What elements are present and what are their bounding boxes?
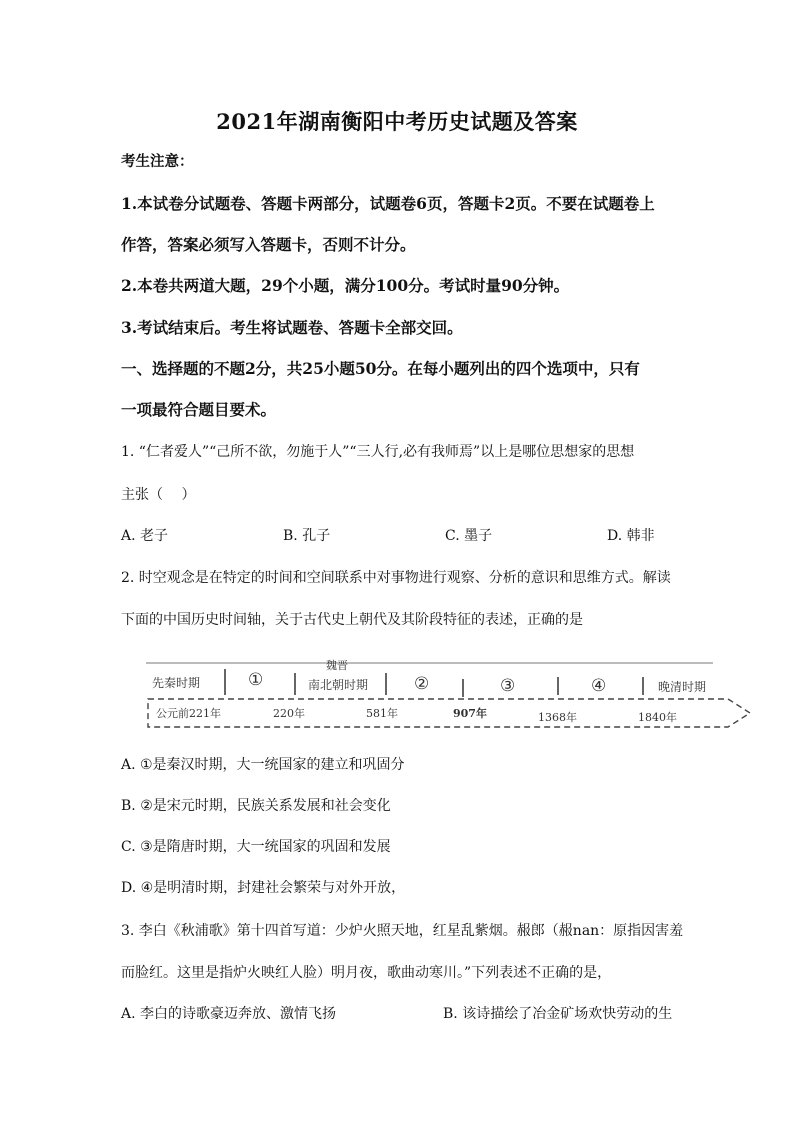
timeline-svg [138,655,758,737]
q1-option-b: B. 孔子 [283,528,331,544]
notice-item-3: 3.考试结束后。考生将试题卷、答题卡全部交回。 [121,318,463,337]
q2-option-b: B. ②是宋元时期，民族关系发展和社会变化 [121,798,391,814]
notice-heading: 考生注意： [121,153,194,170]
date-label: 907年 [453,707,487,720]
q2-stem-cont: 下面的中国历史时间轴，关于古代史上朝代及其阶段特征的表述，正确的是 [121,612,583,628]
q1-stem-cont: 主张（ ） [121,487,196,503]
notice-item-2: 2.本卷共两道大题，29个小题，满分100分。考试时量90分钟。 [121,276,570,295]
period-label: ① [248,670,264,690]
q1-option-a: A. 老子 [121,528,169,544]
period-label: 魏晋 [326,659,348,672]
q3-stem-cont: 而脸红。这里是指炉火映红人脸）明月夜，歌曲动寒川。”下列表述不正确的是， [121,965,612,981]
period-label: 南北朝时期 [308,678,369,692]
date-label: 公元前221年 [156,707,221,720]
period-label: ③ [500,676,516,696]
section-heading-cont: 一项最符合题目要术。 [121,400,277,419]
q3-option-b: B. 该诗描绘了冶金矿场欢快劳动的生 [443,1006,673,1022]
q2-option-a: A. ①是秦汉时期，大一统国家的建立和巩固分 [121,757,405,773]
date-label: 220年 [273,707,305,720]
q1-stem: 1. “仁者爱人”“己所不欲，勿施于人”“三人行,必有我师焉”以上是哪位思想家的思想 [121,444,635,460]
history-timeline-figure [138,655,758,737]
page-title: 2021年湖南衡阳中考历史试题及答案 [216,109,578,134]
date-label: 1840年 [638,711,677,724]
date-label: 1368年 [538,711,577,724]
q3-option-a: A. 李白的诗歌豪迈奔放、激情飞扬 [121,1006,337,1022]
q1-option-c: C. 墨子 [445,528,493,544]
q2-stem: 2. 时空观念是在特定的时间和空间联系中对事物进行观察、分析的意识和思维方式。解读 [121,570,671,586]
period-label: 晚清时期 [658,680,707,694]
q1-option-d: D. 韩非 [607,528,655,544]
section-heading: 一、选择题的不题2分，共25小题50分。在每小题列出的四个选项中，只有 [121,359,640,378]
period-label: 先秦时期 [152,676,201,690]
notice-item-1: 1.本试卷分试题卷、答题卡两部分，试题卷6页，答题卡2页。不要在试题卷上 [121,194,655,213]
q3-stem: 3. 李白《秋浦歌》第十四首写道：少炉火照天地，红星乱紫烟。赧郎（赧nan：原指因害羞 [121,923,684,939]
q2-option-c: C. ③是隋唐时期，大一统国家的巩固和发展 [121,839,391,855]
period-label: ② [414,674,430,694]
date-label: 581年 [366,707,398,720]
q2-option-d: D. ④是明清时期，封建社会繁荣与对外开放， [121,880,406,896]
notice-item-1-cont: 作答，答案必须写入答题卡，否则不计分。 [121,235,416,254]
period-label: ④ [591,676,607,696]
